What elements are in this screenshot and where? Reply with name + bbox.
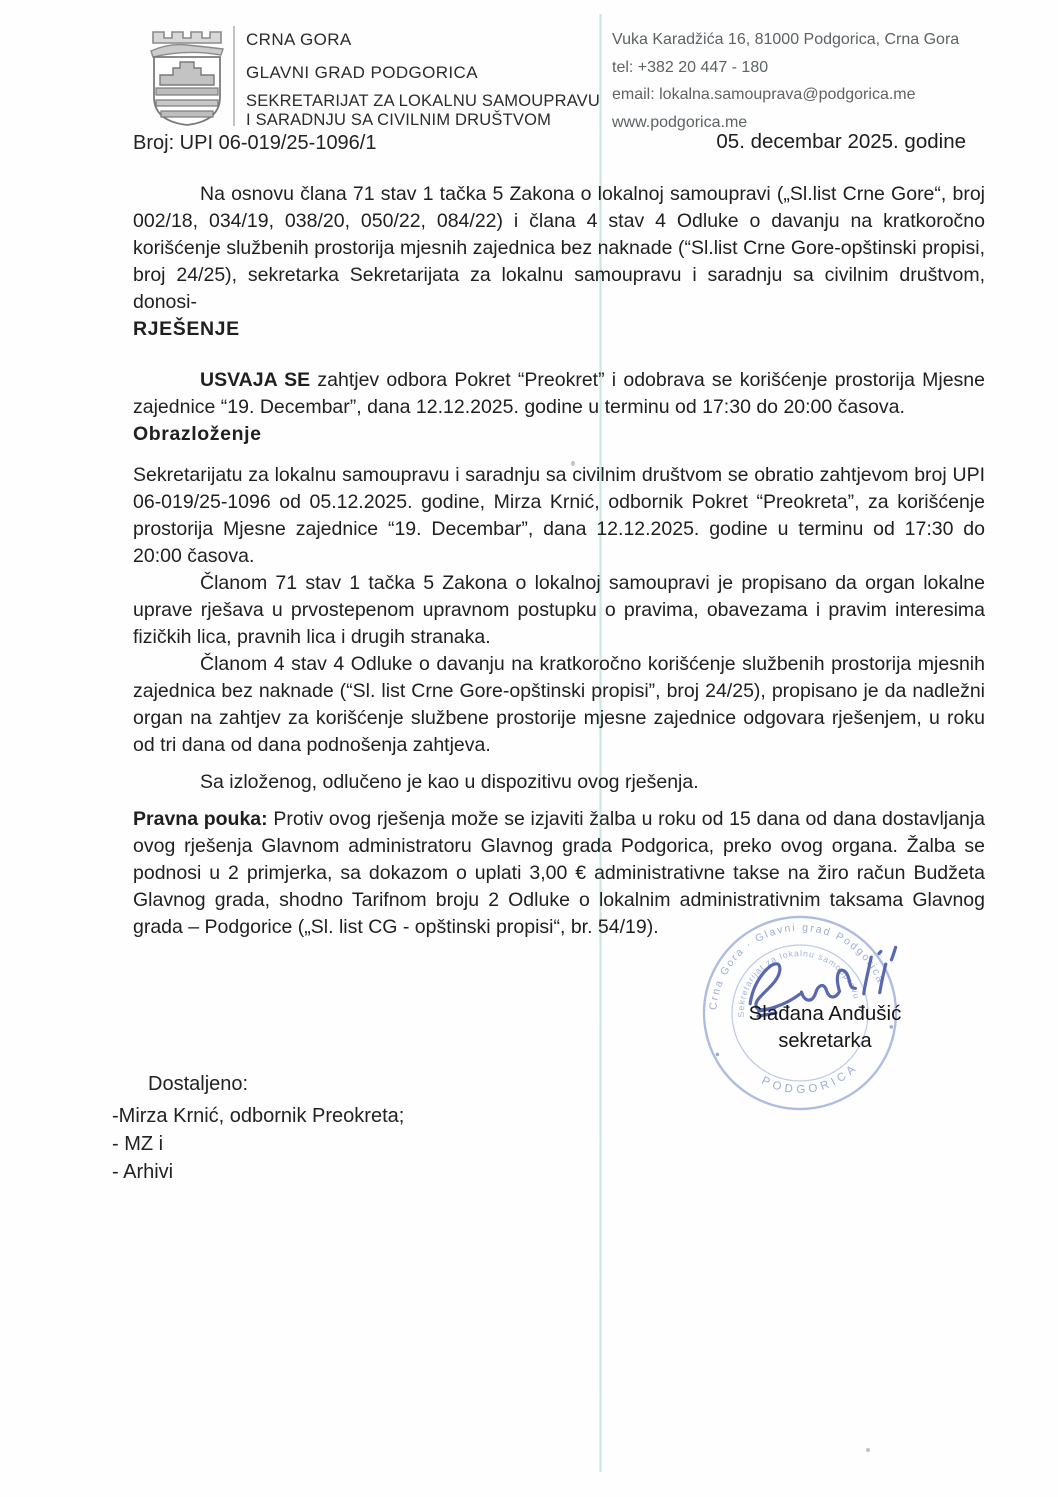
distribution-item: -Mirza Krnić, odbornik Preokreta; [112, 1105, 405, 1127]
distribution-block [112, 1070, 404, 1186]
header-divider [233, 26, 235, 126]
contact-website: www.podgorica.me [612, 113, 748, 131]
stamp-outer-text: Crna Gora · Glavni grad Podgorica [707, 921, 888, 1011]
country-name: CRNA GORA [246, 30, 352, 49]
decision-paragraph [133, 367, 985, 421]
contact-block [612, 26, 992, 136]
signer-name: Slađana Anđušić [748, 1002, 902, 1025]
scan-speck [866, 1448, 870, 1452]
explanation-paragraph-1: Sekretarijatu za lokalnu samoupravu i saradnju sa civilnim društvom se obratio zahtjevom broj UPI 06-019/25-1096 od 05.12.2025. godine, Mirza Krnić, odbornik Pokret “Preokreta”, za korišćenje prostorija Mjesne zajednice “19. Decembar”, dana 12.12.2025. godine u terminu od 17:30 do 20:00 časova. [133, 464, 985, 567]
decision-lead: USVAJA SE [200, 369, 311, 391]
contact-email: email: lokalna.samouprava@podgorica.me [612, 86, 916, 103]
case-number: Broj: UPI 06-019/25-1096/1 [133, 132, 377, 154]
legal-remedy-rest: Protiv ovog rješenja može se izjaviti žalba u roku od 15 dana od dana dostavljanja ovog rješenja Glavnom administratoru Glavnog grada Podgorica, preko ovog organa. Žalba se podnosi u 2 primjerka, sa dokazom o uplati 3,00 € administrativne takse na žiro račun Budžeta Glavnog grada, shodno Tarifnom broju 2 Odluke o lokalnim administrativnim taksama Glavnog grada – Podgorice („Sl. list CG - opštinski propisi“, br. 54/19). [133, 808, 985, 938]
distribution-item: - Arhivi [112, 1161, 174, 1183]
organization-block [246, 30, 606, 130]
contact-address: Vuka Karadžića 16, 81000 Podgorica, Crna Gora [612, 31, 960, 48]
secretariat-name-line1: SEKRETARIJAT ZA LOKALNU SAMOUPRAVU [246, 92, 600, 110]
conclusion-paragraph: Sa izloženog, odlučeno je kao u dispozitivu ovog rješenja. [200, 771, 699, 793]
podgorica-coat-of-arms-icon [145, 27, 229, 127]
document-body [133, 181, 985, 941]
stamp-bottom-text: PODGORICA [759, 1060, 861, 1097]
distribution-label: Dostaljeno: [148, 1073, 249, 1095]
stamp-inner-text: Sekretarijat za lokalnu samoupravu [735, 948, 863, 1018]
explanation-paragraph-3: Članom 4 stav 4 Odluke o davanju na kratkoročno korišćenje službenih prostorija mjesnih zajednica bez naknade (“Sl. list Crne Gore-opštinski propisi”, broj 24/25), propisano je da nadležni organ na zahtjev za korišćenje službene prostorije mjesne zajednice odgovara rješenjem, u roku od tri dana od dana podnošenja zahtjeva. [133, 653, 985, 756]
signer-block [700, 1002, 950, 1053]
decision-heading: RJEŠENJE [133, 318, 240, 340]
document-date: 05. decembar 2025. godine [716, 130, 966, 153]
distribution-item: - MZ i [112, 1133, 164, 1155]
secretariat-name-line2: I SARADNJU SA CIVILNIM DRUŠTVOM [246, 111, 552, 129]
explanation-heading: Obrazloženje [133, 423, 262, 445]
explanation-paragraph-2: Članom 71 stav 1 tačka 5 Zakona o lokalnoj samoupravi je propisano da organ lokalne uprave rješava u prvostepenom upravnom postupku o pravima, obavezama i pravim interesima fizičkih lica, pravnih lica i drugih stranaka. [133, 572, 985, 648]
signer-title: sekretarka [778, 1030, 872, 1052]
contact-tel: tel: +382 20 447 - 180 [612, 58, 769, 76]
legal-remedy-lead: Pravna pouka: [133, 808, 268, 830]
city-name: GLAVNI GRAD PODGORICA [246, 63, 478, 82]
decision-rest: zahtjev odbora Pokret “Preokret” i odobrava se korišćenje prostorija Mjesne zajednice “19. Decembar”, dana 12.12.2025. godine u terminu od 17:30 do 20:00 časova. [133, 369, 985, 418]
intro-paragraph: Na osnovu člana 71 stav 1 tačka 5 Zakona o lokalnoj samoupravi („Sl.list Crne Gore“, broj 002/18, 034/19, 038/20, 050/22, 084/22) i člana 4 stav 4 Odluke o davanju na kratkoročno korišćenje službenih prostorija mjesnih zajednica bez naknade (“Sl.list Crne Gore-opštinski propisi, broj 24/25), sekretarka Sekretarijata za lokalnu samoupravu i saradnju sa civilnim društvom, donosi- [133, 183, 985, 313]
